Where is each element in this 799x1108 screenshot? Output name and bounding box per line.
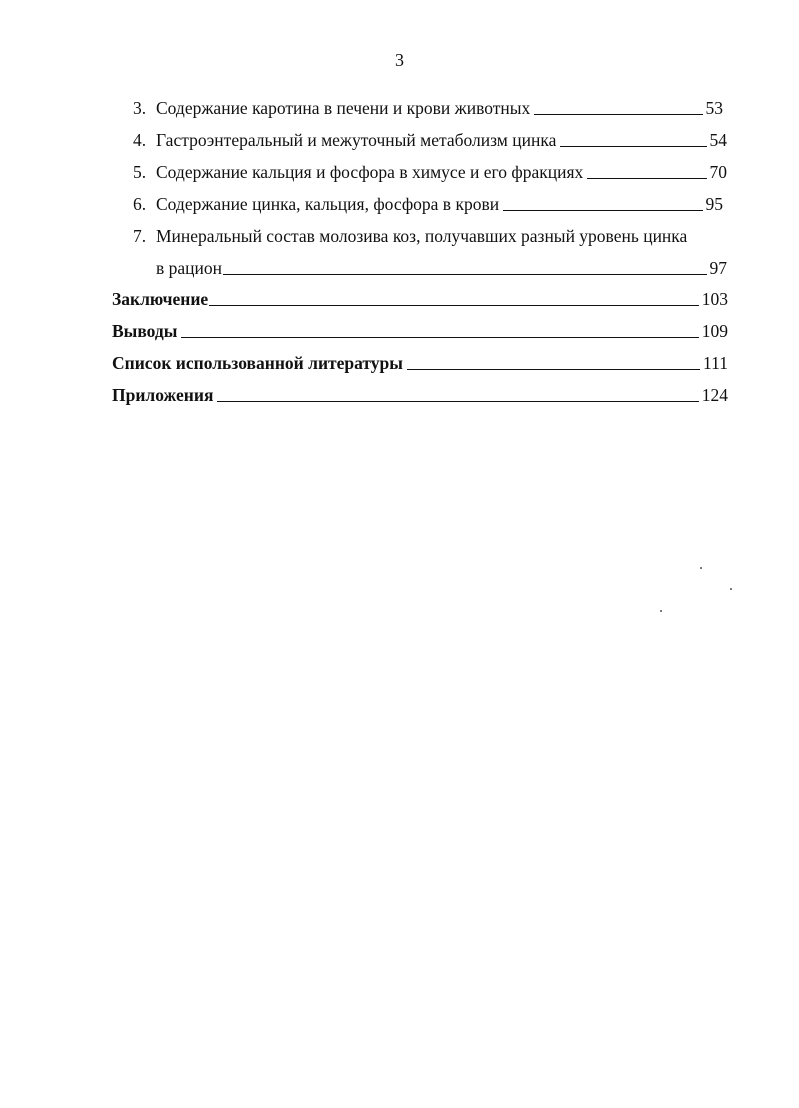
toc-section-title: Заключение xyxy=(112,289,209,309)
toc-item-title: Гастроэнтеральный и межуточный метаболизм цинка xyxy=(156,130,557,150)
toc-leader-line xyxy=(407,368,700,370)
toc-item-title: Содержание кальция и фосфора в химусе и его фракциях xyxy=(156,162,584,182)
toc-leader-line xyxy=(209,304,699,306)
toc-item-page: 97 xyxy=(709,258,727,278)
toc-item-number: 3. xyxy=(133,98,147,118)
toc-section-title: Приложения xyxy=(112,385,214,405)
toc-item-4[interactable] xyxy=(133,129,727,151)
toc-item-number: 5. xyxy=(133,162,147,182)
scan-speck xyxy=(660,610,662,612)
toc-section-page: 111 xyxy=(703,353,728,373)
toc-item-page: 54 xyxy=(709,130,727,150)
toc-section-appendices[interactable] xyxy=(112,384,728,406)
toc-item-number: 7. xyxy=(133,226,147,246)
toc-section-page: 124 xyxy=(701,385,728,405)
toc-leader-line xyxy=(560,145,706,147)
toc-item-page: 53 xyxy=(705,98,723,118)
toc-section-page: 103 xyxy=(701,289,728,309)
toc-item-5[interactable] xyxy=(133,161,727,183)
toc-section-title: Выводы xyxy=(112,321,178,341)
toc-section-page: 109 xyxy=(701,321,728,341)
toc-item-title: Минеральный состав молозива коз, получавших разный уровень цинка xyxy=(156,226,688,246)
toc-item-7[interactable] xyxy=(133,225,727,247)
toc-item-title-continuation: в рацион xyxy=(156,258,223,278)
toc-leader-line xyxy=(223,273,706,275)
toc-item-title: Содержание цинка, кальция, фосфора в крови xyxy=(156,194,500,214)
toc-section-findings[interactable] xyxy=(112,320,728,342)
toc-item-title: Содержание каротина в печени и крови животных xyxy=(156,98,531,118)
toc-section-references[interactable] xyxy=(112,352,728,374)
toc-item-3[interactable] xyxy=(133,97,723,119)
toc-item-number: 4. xyxy=(133,130,147,150)
toc-leader-line xyxy=(181,336,698,338)
scan-speck xyxy=(700,567,702,569)
toc-section-conclusion[interactable] xyxy=(112,288,728,310)
toc-section-title: Список использованной литературы xyxy=(112,353,403,373)
toc-item-6[interactable] xyxy=(133,193,723,215)
toc-item-page: 70 xyxy=(709,162,727,182)
toc-item-page: 95 xyxy=(705,194,723,214)
toc-leader-line xyxy=(587,177,706,179)
toc-item-number: 6. xyxy=(133,194,147,214)
toc-leader-line xyxy=(217,400,698,402)
page-number: 3 xyxy=(395,50,404,70)
toc-leader-line xyxy=(503,209,702,211)
toc-leader-line xyxy=(534,113,702,115)
toc-item-7-continuation[interactable] xyxy=(156,257,727,279)
scan-speck xyxy=(730,588,732,590)
